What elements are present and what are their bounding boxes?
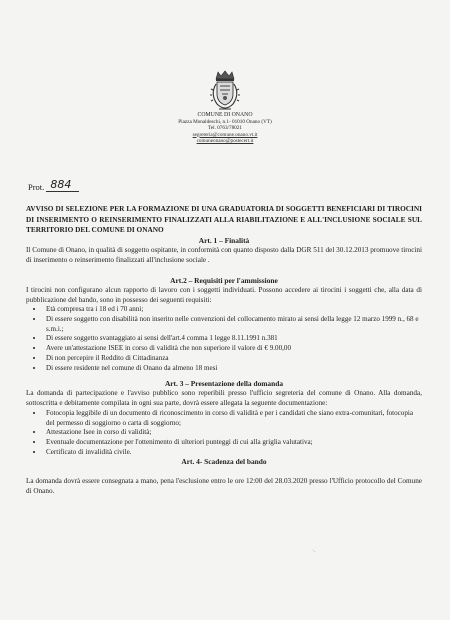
list-item: • Avere un'attestazione ISEE in corso di validità che non superiore il valore di € 9.00,00: [44, 344, 422, 354]
art3-intro: La domanda di partecipazione e l'avviso pubblico sono reperibili presso l'ufficio segreteria del comune di Onano. Alla domanda, sottoscritta e debitamente compilata in ogni sua parte, dovrà essere allegata la seguente documentazione:: [26, 389, 422, 408]
art1-text: Il Comune di Onano, in qualità di soggetto ospitante, in conformità con quanto disposto dalla DGR 511 del 30.12.2013 promuove tirocini di inserimento o reinserimento finalizzati all'inclusione sociale .: [26, 246, 422, 264]
address: Piazza Monaldeschi, n.1- 01010 Onano (VT): [178, 119, 272, 125]
list-item: • Attestazione Isee in corso di validità;: [44, 428, 422, 438]
protocol-label: Prot.: [28, 182, 45, 192]
letterhead: [150, 70, 300, 144]
list-item: • Eventuale documentazione per l'ottenimento di ulteriori punteggi di cui alla griglia valutativa;: [44, 438, 422, 448]
document-title: AVVISO DI SELEZIONE PER LA FORMAZIONE DI UNA GRADUATORIA DI SOGGETTI BENEFICIARI DI TIROCINI DI INSERIMENTO O REINSERIMENTO FINALIZZATI ALLA RIABILITAZIONE E ALL'INCLUSIONE SOCIALE SUL TERRITORIO DEL COMUNE DI ONANO: [26, 204, 422, 235]
art4-heading: Art. 4- Scadenza del bando: [181, 457, 267, 467]
list-item: • Di essere residente nel comune di Onano da almeno 18 mesi: [44, 364, 422, 374]
protocol-number: 884: [46, 178, 79, 192]
list-item: • Fotocopia leggibile di un documento di riconoscimento in corso di validità e per i candidati che siano extra-comunitari, fotocopia del permesso di soggiorno o carta di soggiorno;: [44, 409, 422, 428]
art2-intro: I tirocini non configurano alcun rapporto di lavoro con i soggetti individuati. Possono accedere ai tirocini i soggetti che, alla data di pubblicazione del bando, sono in possesso dei seguenti requisiti:: [26, 285, 422, 304]
art3-documents-list: [26, 409, 422, 458]
pec-link[interactable]: comuneonano@postecert.it: [196, 137, 254, 144]
list-item: • Età compresa tra i 18 ed i 70 anni;: [44, 305, 422, 315]
list-item: • Di essere soggetto svantaggiato ai sensi dell'art.4 comma 1 legge 8.11.1991 n.381: [44, 334, 422, 344]
municipality-name: COMUNE DI ONANO: [197, 112, 253, 118]
list-item: • Certificato di invalidità civile.: [44, 448, 422, 458]
art2-heading: Art.2 – Requisiti per l'ammissione: [170, 275, 278, 285]
phone: Tel. 0763/78021: [208, 125, 242, 132]
email-link[interactable]: segreteria@comune.onano.vt.it: [192, 131, 258, 138]
art2-requirements-list: [26, 305, 422, 373]
art1-heading: Art. 1 – Finalità: [198, 236, 250, 246]
protocol-line: [28, 180, 79, 194]
art3-heading: Art. 3 – Presentazione della domanda: [164, 379, 284, 389]
scan-speck: ·.: [312, 548, 316, 554]
list-item: • Di essere soggetto con disabilità non inserito nelle convenzioni del collocamento mirato ai sensi della legge 12 marzo 1999 n., 68 e s.m.i.;: [44, 315, 422, 334]
document-body: [26, 204, 422, 497]
municipal-crest-icon: [207, 70, 243, 112]
art4-text: La domanda dovrà essere consegnata a mano, pena l'esclusione entro le ore 12:00 del 28.03.2020 presso l'Ufficio protocollo del Comune di Onano.: [26, 477, 422, 496]
list-item: • Di non percepire il Reddito di Cittadinanza: [44, 354, 422, 364]
